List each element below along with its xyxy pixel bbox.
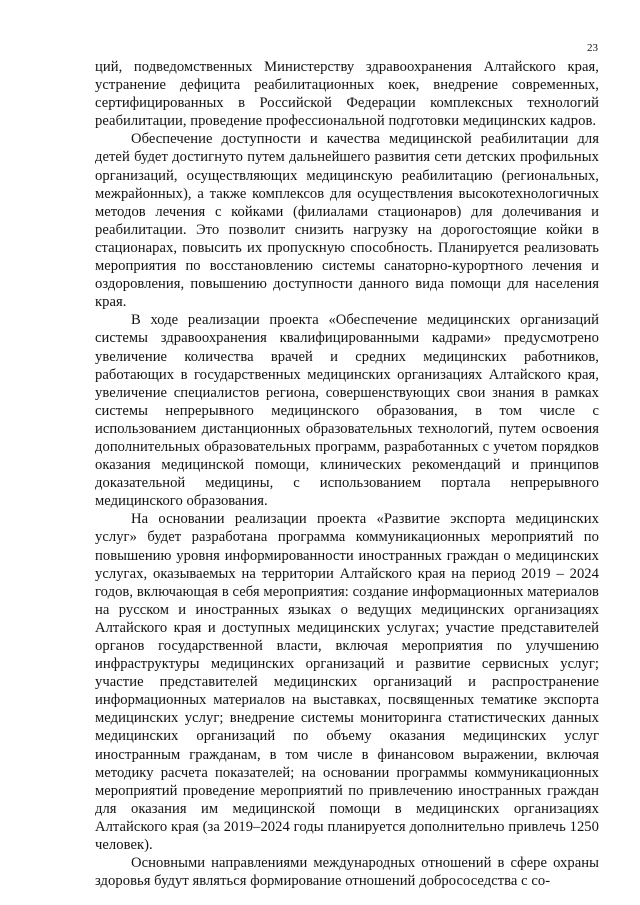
paragraph-medical-staff-project: В ходе реализации проекта «Обеспечение медицинских организаций системы здравоохранения квалифицированными кадрами» предусмотрено увеличение количества врачей и средних медицинских работников, работающих в государственных медицинских организациях Алтайского края, увеличение специалистов региона, совершенствующих свои знания в рамках системы непрерывного медицинского образования, в том числе с использованием дистанционных образовательных технологий, путем освоения дополнительных образовательных программ, разработанных с учетом порядков оказания медицинской помощи, клинических рекомендаций и принципов доказательной медицины, с использованием портала непрерывного медицинского образования. (95, 312, 599, 510)
paragraph-continuation: ций, подведомственных Министерству здравоохранения Алтайского края, устранение дефицита реабилитационных коек, внедрение современных, сертифицированных в Российской Федерации комплексных технологий реабилитации, проведение профессиональной подготовки медицинских кадров. (95, 59, 599, 130)
paragraph-international-relations: Основными направлениями международных отношений в сфере охраны здоровья будут являться формирование отношений добрососедства с со- (95, 855, 599, 890)
paragraph-child-rehabilitation: Обеспечение доступности и качества медицинской реабилитации для детей будет достигнуто путем дальнейшего развития сети детских профильных организаций, осуществляющих медицинскую реабилитацию (региональных, межрайонных), а также комплексов для осуществления высокотехнологичных методов лечения с койками (филиалами стационаров) для долечивания и реабилитации. Это позволит снизить нагрузку на дорогостоящие койки в стационарах, повысить их пропускную способность. Планируется реализовать мероприятия по восстановлению системы санаторно-курортного лечения и оздоровления, повышению доступности данного вида помощи для населения края. (95, 131, 599, 311)
page-number: 23 (587, 42, 598, 54)
paragraph-export-medical-services: На основании реализации проекта «Развитие экспорта медицинских услуг» будет разработана программа коммуникационных мероприятий по повышению уровня информированности иностранных граждан о медицинских услугах, оказываемых на территории Алтайского края на период 2019 – 2024 годов, включающая в себя мероприятия: создание информационных материалов на русском и иностранных языках о ведущих медицинских организациях Алтайского края и доступных медицинских услугах; участие представителей органов государственной власти, включая мероприятия по улучшению инфраструктуры медицинских организаций и развитие сервисных услуг; участие представителей медицинских организаций и распространение информационных материалов на выставках, посвященных тематике экспорта медицинских услуг; внедрение системы мониторинга статистических данных медицинских организаций по объему оказания медицинских услуг иностранным гражданам, в том числе в финансовом выражении, включая методику расчета показателей; на основании программы коммуникационных мероприятий проведение мероприятий по привлечению иностранных граждан для оказания им медицинской помощи в медицинских организациях Алтайского края (за 2019–2024 годы планируется дополнительно привлечь 1250 человек). (95, 511, 599, 854)
document-body (95, 58, 599, 890)
